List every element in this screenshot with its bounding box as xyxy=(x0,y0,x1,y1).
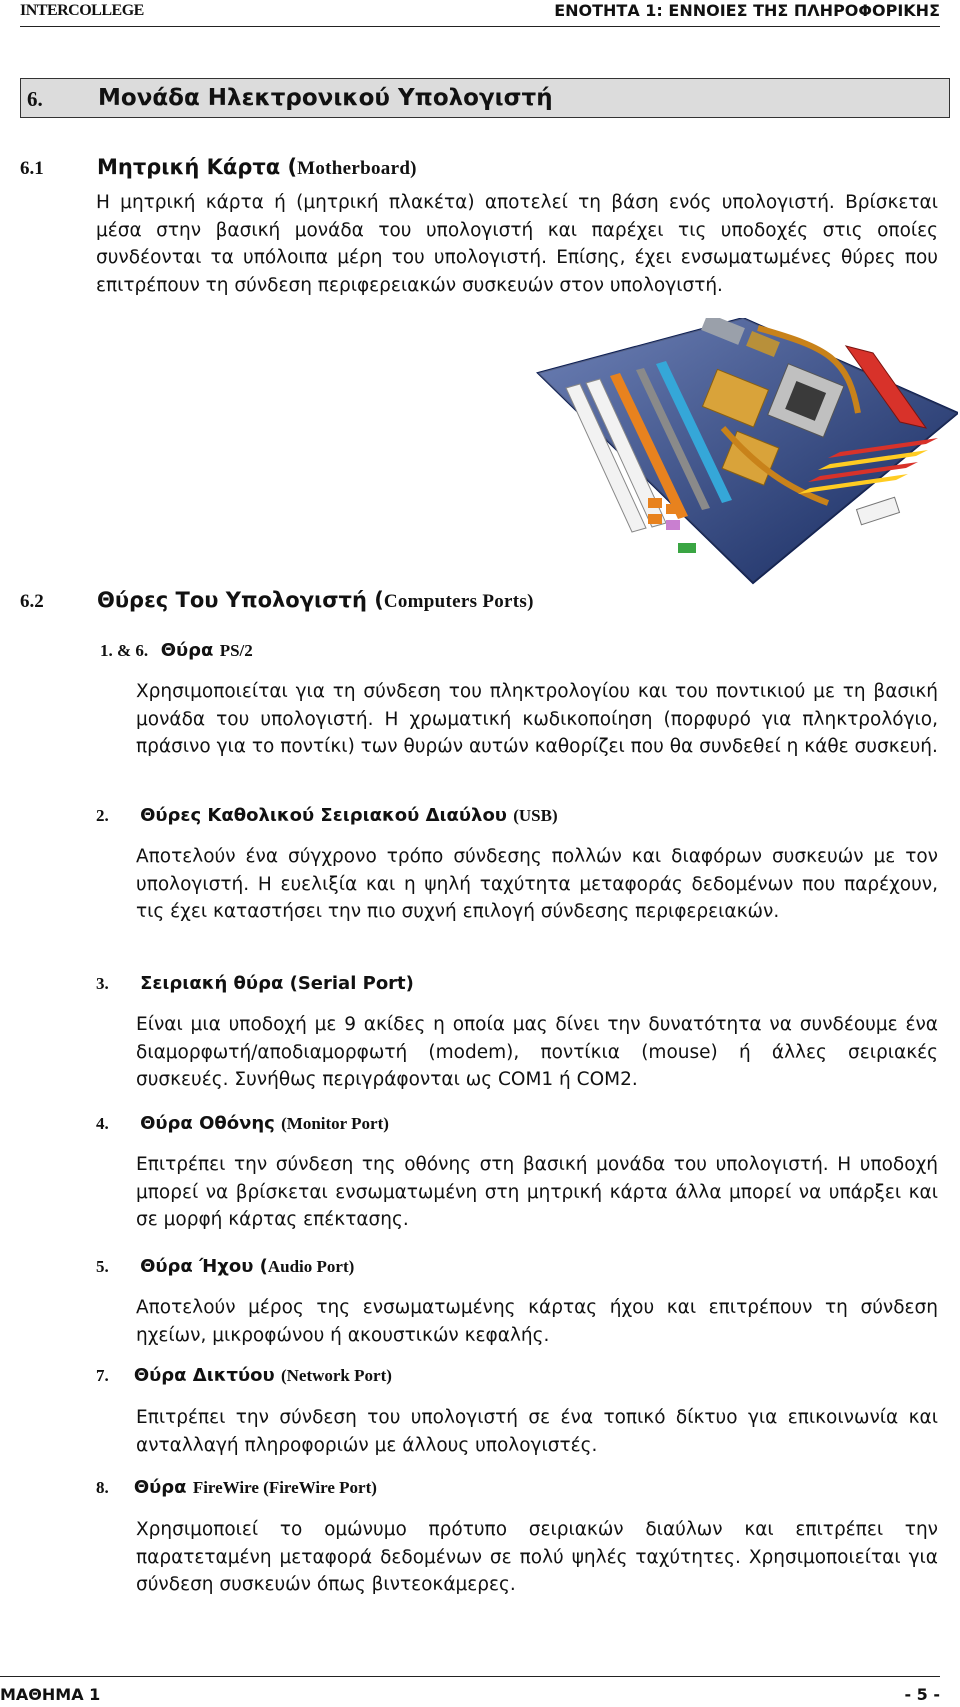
header-left: INTERCOLLEGE xyxy=(20,2,144,19)
footer-left: ΜΑΘΗΜΑ 1 xyxy=(0,1685,101,1704)
item-text-monitor: Επιτρέπει την σύνδεση της οθόνης στη βασική μονάδα του υπολογιστή. Η υποδοχή μπορεί να βρίσκεται ενσωματωμένη στη μητρική κάρτα άλλα μπορεί να υπάρξει και σε μορφή κάρτας επέκτασης. xyxy=(136,1154,938,1230)
chapter-title: Μονάδα Ηλεκτρονικού Υπολογιστή xyxy=(98,85,553,111)
item-text-serial: Είναι μια υποδοχή με 9 ακίδες η οποία μας δίνει την δυνατότητα να συνδέουμε ένα διαμορφωτή/αποδιαμορφωτή (modem), ποντίκια (mouse) ή άλλες σειριακές συσκευές. Συνήθως περιγράφονται ως COM1 ή COM2. xyxy=(136,1014,938,1090)
motherboard-image xyxy=(528,318,958,588)
item-heading-usb: 2. Θύρες Καθολικού Σειριακού Διαύλου (USB) xyxy=(96,805,558,826)
page-header xyxy=(20,0,940,27)
header-right: ΕΝΟΤΗΤΑ 1: ΕΝΝΟΙΕΣ ΤΗΣ ΠΛΗΡΟΦΟΡΙΚΗΣ xyxy=(554,1,940,20)
section-paragraph: Η μητρική κάρτα ή (μητρική πλακέτα) αποτελεί τη βάση ενός υπολογιστή. Βρίσκεται μέσα στην βασική μονάδα του υπολογιστή και παρέχει τις υποδοχές στις οποίες συνδέονται τα υπόλοιπα μέρη του υπολογιστή. Επίσης, έχει ενσωματωμένες θύρες που επιτρέπουν τη σύνδεση περιφερειακών συσκευών στον υπολογιστή. xyxy=(96,192,938,296)
item-text-ps2: Χρησιμοποιείται για τη σύνδεση του πληκτρολογίου και του ποντικιού με τη βασική μονάδα του υπολογιστή. Η χρωματική κωδικοποίηση (πορφυρό για πληκτρολόγιο, πράσινο για το ποντίκι) των θυρών αυτών καθορίζει που θα συνδεθεί η κάθε συσκευή. xyxy=(136,681,938,757)
item-heading-audio: 5. Θύρα Ήχου (Audio Port) xyxy=(96,1256,355,1277)
item-heading-serial: 3. Σειριακή θύρα (Serial Port) xyxy=(96,973,414,994)
item-heading-network: 7. Θύρα Δικτύου (Network Port) xyxy=(96,1365,392,1386)
item-text-audio: Αποτελούν μέρος της ενσωματωμένης κάρτας ήχου και επιτρέπουν τη σύνδεση ηχείων, μικροφώνου ή ακουστικών κεφαλής. xyxy=(136,1297,938,1346)
section-number: 6.2 xyxy=(20,591,44,612)
item-heading-ps2: 1. & 6. Θύρα PS/2 xyxy=(100,640,253,661)
item-heading-monitor: 4. Θύρα Οθόνης (Monitor Port) xyxy=(96,1113,389,1134)
chapter-number: 6. xyxy=(27,87,43,111)
page-number: - 5 - xyxy=(904,1685,940,1704)
item-text-network: Επιτρέπει την σύνδεση του υπολογιστή σε ένα τοπικό δίκτυο για επικοινωνία και ανταλλαγή πληροφοριών με άλλους υπολογιστές. xyxy=(136,1407,938,1456)
page-footer xyxy=(0,1676,940,1707)
item-heading-firewire: 8. Θύρα FireWire (FireWire Port) xyxy=(96,1477,377,1498)
section-title: Θύρες Του Υπολογιστή (Computers Ports) xyxy=(97,588,534,612)
section-number: 6.1 xyxy=(20,158,44,179)
section-title: Μητρική Κάρτα (Motherboard) xyxy=(97,155,417,179)
chapter-heading xyxy=(20,78,950,118)
item-text-usb: Αποτελούν ένα σύγχρονο τρόπο σύνδεσης πολλών και διαφόρων συσκευών με τον υπολογιστή. Η ευελιξία και η ψηλή ταχύτητα μεταφοράς δεδομένων που παρέχουν, τις έχει καταστήσει την πιο συχνή επιλογή σύνδεσης περιφερειακών. xyxy=(136,846,938,922)
item-text-firewire: Χρησιμοποιεί το ομώνυμο πρότυπο σειριακών διαύλων και επιτρέπει την παρατεταμένη μεταφορά δεδομένων σε πολύ ψηλές ταχύτητες. Χρησιμοποιείται για σύνδεση συσκευών όπως βιντεοκάμερες. xyxy=(136,1519,938,1595)
